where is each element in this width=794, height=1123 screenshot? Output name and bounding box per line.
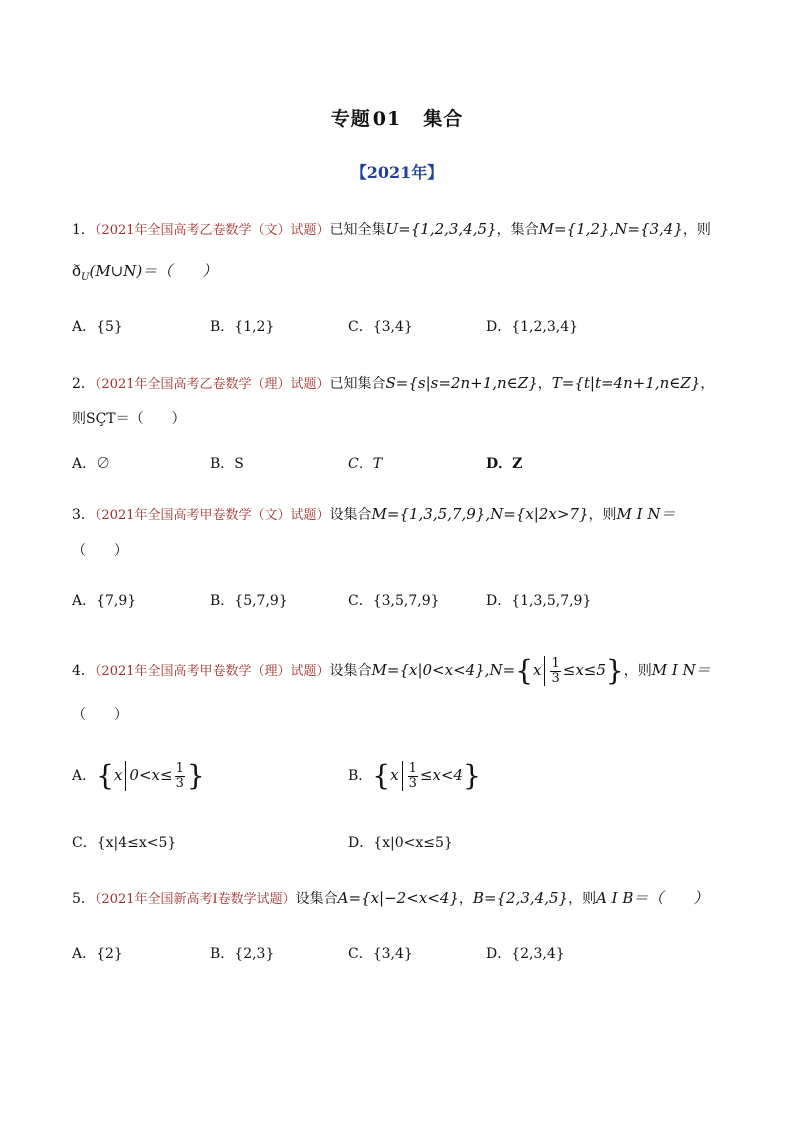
fraction: [550, 657, 560, 686]
question-source: （2021年全国高考甲卷数学（文）试题）: [94, 508, 330, 523]
q5-option-b[interactable]: B．{2,3}: [210, 946, 275, 962]
fraction: [175, 762, 185, 791]
math-expr: U: [81, 271, 90, 283]
page-title: [0, 104, 794, 131]
q3-option-a[interactable]: A．{7,9}: [72, 593, 137, 609]
q2-option-a[interactable]: A．∅: [72, 456, 111, 472]
q3-option-d[interactable]: D．{1,3,5,7,9}: [486, 593, 592, 609]
fraction-numerator: 1: [551, 655, 560, 671]
title-topic: 集合: [423, 108, 464, 130]
math-expr: M={x|0<x<4},N=: [371, 661, 516, 679]
stem-text: 设集合: [295, 891, 338, 907]
question-number: 4．: [72, 663, 95, 679]
title-number: 01: [372, 108, 402, 130]
complement-symbol: ð: [72, 262, 82, 280]
set-bar: [544, 656, 545, 686]
math-expr: M={1,2},N={3,4}: [538, 220, 683, 238]
stem-text: ，: [700, 376, 715, 392]
left-brace: {: [515, 654, 534, 687]
math-expr: (M∪N)＝（ ）: [89, 262, 218, 280]
q2-option-c[interactable]: C．T: [348, 456, 383, 472]
stem-text: ，则: [623, 663, 652, 679]
math-expr: 0<x≤: [129, 766, 173, 784]
math-expr: U={1,2,3,4,5}: [385, 220, 497, 238]
q4-option-a[interactable]: [72, 758, 205, 793]
question-number: 2．: [72, 376, 95, 392]
question-1-stem: [72, 218, 711, 242]
math-expr: x: [390, 766, 399, 784]
question-4-stem: [72, 653, 711, 689]
right-brace: }: [463, 759, 481, 792]
left-brace: {: [372, 759, 391, 792]
year-heading: 【2021年】: [350, 163, 444, 182]
question-5-stem: [72, 887, 708, 911]
stem-text: ，集合: [496, 222, 539, 238]
question-source: （2021年全国高考甲卷数学（理）试题）: [94, 664, 330, 679]
math-expr: ≤x≤5: [562, 661, 606, 679]
question-4-line-2: （ ）: [72, 707, 128, 723]
set-bar: [125, 761, 126, 791]
question-2-stem: [72, 372, 714, 396]
title-main: 专题: [330, 108, 371, 130]
fraction: [408, 762, 418, 791]
math-expr: M I N＝: [616, 505, 676, 523]
q1-option-b[interactable]: B．{1,2}: [210, 319, 275, 335]
question-source: （2021年全国高考乙卷数学（文）试题）: [94, 223, 330, 238]
q1-option-d[interactable]: D．{1,2,3,4}: [486, 319, 579, 335]
question-number: 1．: [72, 222, 95, 238]
q5-option-d[interactable]: D．{2,3,4}: [486, 946, 565, 962]
stem-text: ，: [458, 891, 473, 907]
stem-text: 已知全集: [329, 222, 386, 238]
math-expr: A I B＝（ ）: [596, 889, 709, 907]
q5-option-c[interactable]: C．{3,4}: [348, 946, 413, 962]
q4-option-b[interactable]: [348, 758, 481, 793]
stem-text: ，则: [682, 222, 711, 238]
math-expr: S={s|s=2n+1,n∈Z}: [385, 374, 538, 392]
option-label: A．: [72, 768, 97, 784]
math-expr: M={1,3,5,7,9},N={x|2x>7}: [371, 505, 589, 523]
right-brace: }: [186, 759, 205, 792]
fraction-numerator: 1: [408, 760, 417, 776]
fraction-denominator: 3: [551, 670, 560, 686]
q3-option-b[interactable]: B．{5,7,9}: [210, 593, 288, 609]
option-label: B．: [348, 768, 373, 784]
question-source: （2021年全国高考乙卷数学（理）试题）: [94, 377, 330, 392]
math-expr: x: [113, 766, 123, 784]
question-3-stem: [72, 503, 675, 527]
stem-text: ，则: [568, 891, 597, 907]
fraction-numerator: 1: [175, 760, 184, 776]
math-expr: T={t|t=4n+1,n∈Z}: [551, 374, 701, 392]
question-number: 3．: [72, 507, 95, 523]
set-bar: [402, 761, 403, 791]
q1-option-a[interactable]: A．{5}: [72, 319, 123, 335]
stem-text: 设集合: [329, 507, 372, 523]
right-brace: }: [605, 654, 624, 687]
math-expr: ≤x<4: [419, 766, 464, 784]
question-number: 5．: [72, 891, 95, 907]
q3-option-c[interactable]: C．{3,5,7,9}: [348, 593, 440, 609]
question-3-line-2: （ ）: [72, 543, 128, 559]
q5-option-a[interactable]: A．{2}: [72, 946, 123, 962]
stem-text: ，则: [588, 507, 617, 523]
stem-text: 已知集合: [329, 376, 386, 392]
q1-option-c[interactable]: C．{3,4}: [348, 319, 413, 335]
math-expr: A={x|−2<x<4}: [337, 889, 459, 907]
fraction-denominator: 3: [175, 775, 184, 791]
q4-option-d[interactable]: D．{x|0<x≤5}: [348, 835, 453, 851]
q2-option-b[interactable]: B．S: [210, 456, 244, 472]
left-brace: {: [96, 759, 114, 792]
q4-option-c[interactable]: C．{x|4≤x<5}: [72, 835, 177, 851]
stem-text: ，: [537, 376, 552, 392]
q2-option-d[interactable]: D．Z: [486, 456, 523, 472]
question-1-line-2: [72, 260, 217, 289]
math-expr: x: [533, 661, 542, 679]
math-expr: M I N＝: [651, 661, 711, 679]
question-source: （2021年全国新高考Ⅰ卷数学试题）: [94, 892, 296, 907]
question-2-line-2: 则SÇT＝（ ）: [72, 411, 186, 427]
fraction-denominator: 3: [408, 775, 417, 791]
stem-text: 设集合: [329, 663, 372, 679]
math-expr: B={2,3,4,5}: [472, 889, 569, 907]
